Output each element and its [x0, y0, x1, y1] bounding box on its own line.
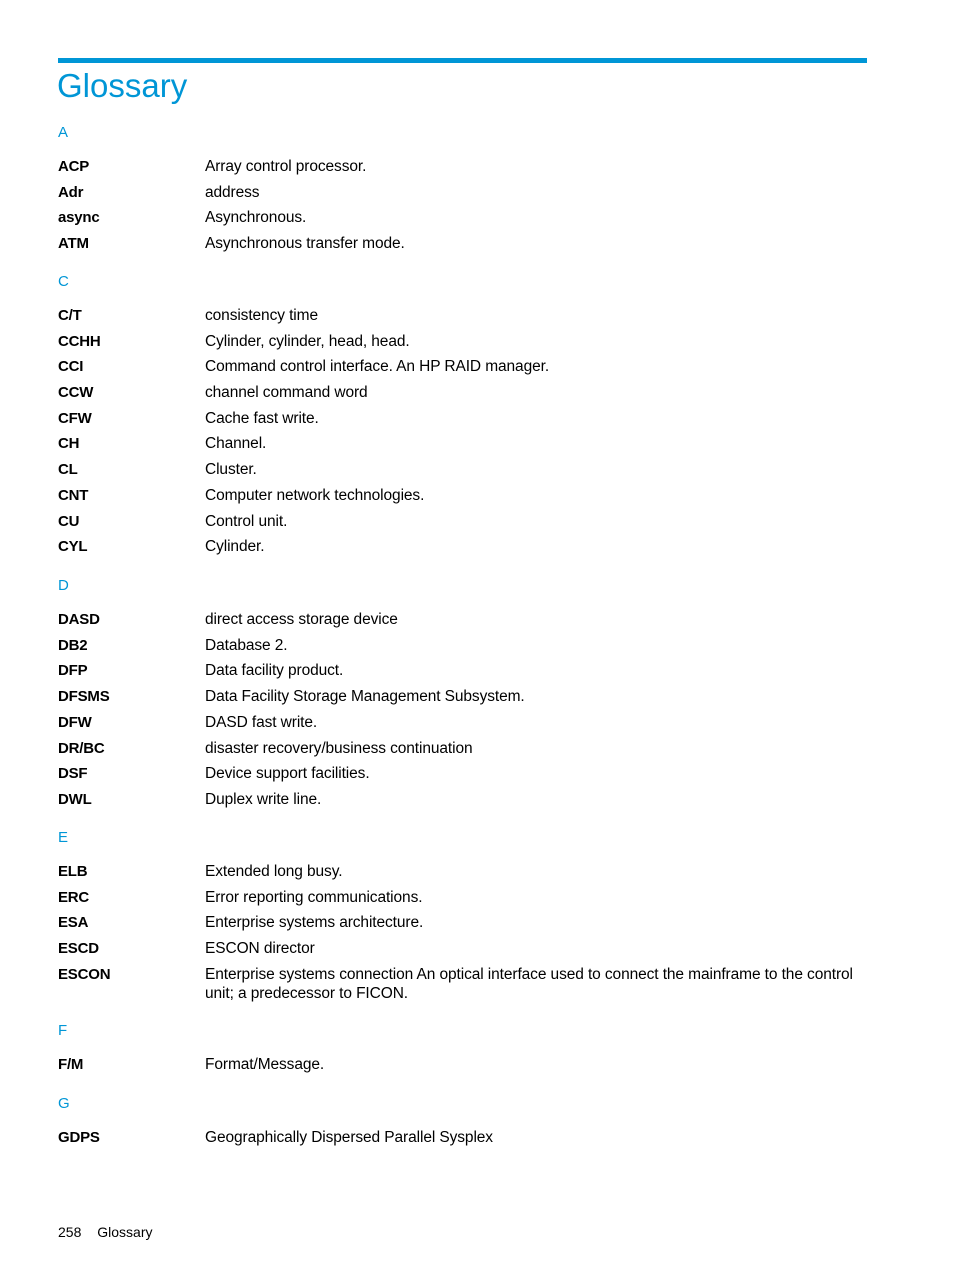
glossary-definition: Database 2. — [205, 637, 288, 654]
glossary-entry — [58, 183, 868, 203]
glossary-term: DB2 — [58, 637, 88, 654]
glossary-definition: direct access storage device — [205, 611, 398, 628]
title-rule — [58, 58, 867, 63]
glossary-entry — [58, 1128, 868, 1148]
glossary-definition: Device support facilities. — [205, 765, 370, 782]
glossary-definition: Command control interface. An HP RAID manager. — [205, 358, 550, 375]
glossary-definition: DASD fast write. — [205, 714, 318, 731]
glossary-term: CL — [58, 461, 78, 478]
glossary-term: ESCD — [58, 940, 99, 957]
glossary-term: C/T — [58, 307, 82, 324]
glossary-entry — [58, 888, 868, 908]
page-title: Glossary — [57, 67, 188, 104]
section-letter: D — [58, 577, 69, 594]
glossary-term: ERC — [58, 889, 90, 906]
glossary-term: DFSMS — [58, 688, 110, 705]
glossary-definition: Channel. — [205, 435, 267, 452]
glossary-term: CCI — [58, 358, 84, 375]
glossary-term: DFP — [58, 662, 88, 679]
glossary-definition: Cache fast write. — [205, 410, 319, 427]
glossary-term: ESCON — [58, 966, 111, 983]
glossary-entry — [58, 512, 868, 532]
glossary-term: CH — [58, 435, 80, 452]
page-number: 258 — [58, 1224, 82, 1240]
glossary-term: ATM — [58, 235, 89, 252]
glossary-definition: consistency time — [205, 307, 318, 324]
glossary-term: DFW — [58, 714, 92, 731]
glossary-entry — [58, 357, 868, 377]
glossary-entry — [58, 383, 868, 403]
glossary-term: CFW — [58, 410, 92, 427]
glossary-definition: channel command word — [205, 384, 368, 401]
glossary-term: CNT — [58, 487, 89, 504]
section-letter: A — [58, 124, 69, 141]
glossary-definition: Asynchronous. — [205, 209, 307, 226]
glossary-entry — [58, 965, 868, 1003]
glossary-term: CYL — [58, 538, 88, 555]
glossary-term: DR/BC — [58, 740, 105, 757]
glossary-entry — [58, 486, 868, 506]
glossary-term: ESA — [58, 914, 89, 931]
glossary-term: GDPS — [58, 1129, 100, 1146]
glossary-definition: Format/Message. — [205, 1056, 325, 1073]
glossary-term: CCW — [58, 384, 94, 401]
glossary-entry — [58, 208, 868, 228]
glossary-definition: Error reporting communications. — [205, 889, 423, 906]
glossary-definition: Asynchronous transfer mode. — [205, 235, 405, 252]
section-letter: C — [58, 273, 69, 290]
glossary-definition: Cylinder. — [205, 538, 265, 555]
glossary-definition: ESCON director — [205, 940, 315, 957]
glossary-term: DWL — [58, 791, 92, 808]
glossary-entry — [58, 862, 868, 882]
glossary-term: async — [58, 209, 100, 226]
glossary-entry — [58, 764, 868, 784]
glossary-entry — [58, 409, 868, 429]
glossary-entry — [58, 537, 868, 557]
glossary-entry — [58, 234, 868, 254]
glossary-term: ELB — [58, 863, 88, 880]
glossary-entry — [58, 157, 868, 177]
footer-section-name: Glossary — [97, 1224, 153, 1240]
glossary-definition: Data facility product. — [205, 662, 344, 679]
glossary-term: DASD — [58, 611, 100, 628]
glossary-definition: Extended long busy. — [205, 863, 343, 880]
glossary-definition: Enterprise systems connection An optical interface used to connect the mainframe to the control unit; a predecessor to FICON. — [205, 966, 853, 1002]
glossary-definition: Control unit. — [205, 513, 288, 530]
glossary-definition: address — [205, 184, 260, 201]
glossary-entry — [58, 939, 868, 959]
glossary-entry — [58, 610, 868, 630]
glossary-definition: Array control processor. — [205, 158, 367, 175]
glossary-entry — [58, 1055, 868, 1075]
glossary-entry — [58, 913, 868, 933]
glossary-term: ACP — [58, 158, 90, 175]
glossary-entry — [58, 790, 868, 810]
section-letter: E — [58, 829, 69, 846]
glossary-term: CU — [58, 513, 80, 530]
page-footer — [58, 1222, 152, 1242]
glossary-definition: Cluster. — [205, 461, 257, 478]
glossary-definition: Geographically Dispersed Parallel Sysplex — [205, 1129, 493, 1146]
glossary-entry — [58, 460, 868, 480]
glossary-term: CCHH — [58, 333, 101, 350]
glossary-term: F/M — [58, 1056, 84, 1073]
glossary-term: Adr — [58, 184, 84, 201]
section-letter: F — [58, 1022, 68, 1039]
glossary-definition: Cylinder, cylinder, head, head. — [205, 333, 410, 350]
glossary-entry — [58, 332, 868, 352]
glossary-entry — [58, 306, 868, 326]
glossary-entry — [58, 661, 868, 681]
glossary-definition: disaster recovery/business continuation — [205, 740, 473, 757]
glossary-definition: Enterprise systems architecture. — [205, 914, 424, 931]
glossary-term: DSF — [58, 765, 88, 782]
glossary-definition: Duplex write line. — [205, 791, 322, 808]
glossary-entry — [58, 434, 868, 454]
glossary-entry — [58, 713, 868, 733]
glossary-definition: Computer network technologies. — [205, 487, 425, 504]
glossary-entry — [58, 739, 868, 759]
section-letter: G — [58, 1095, 70, 1112]
glossary-entry — [58, 687, 868, 707]
glossary-definition: Data Facility Storage Management Subsystem. — [205, 688, 525, 705]
glossary-entry — [58, 636, 868, 656]
